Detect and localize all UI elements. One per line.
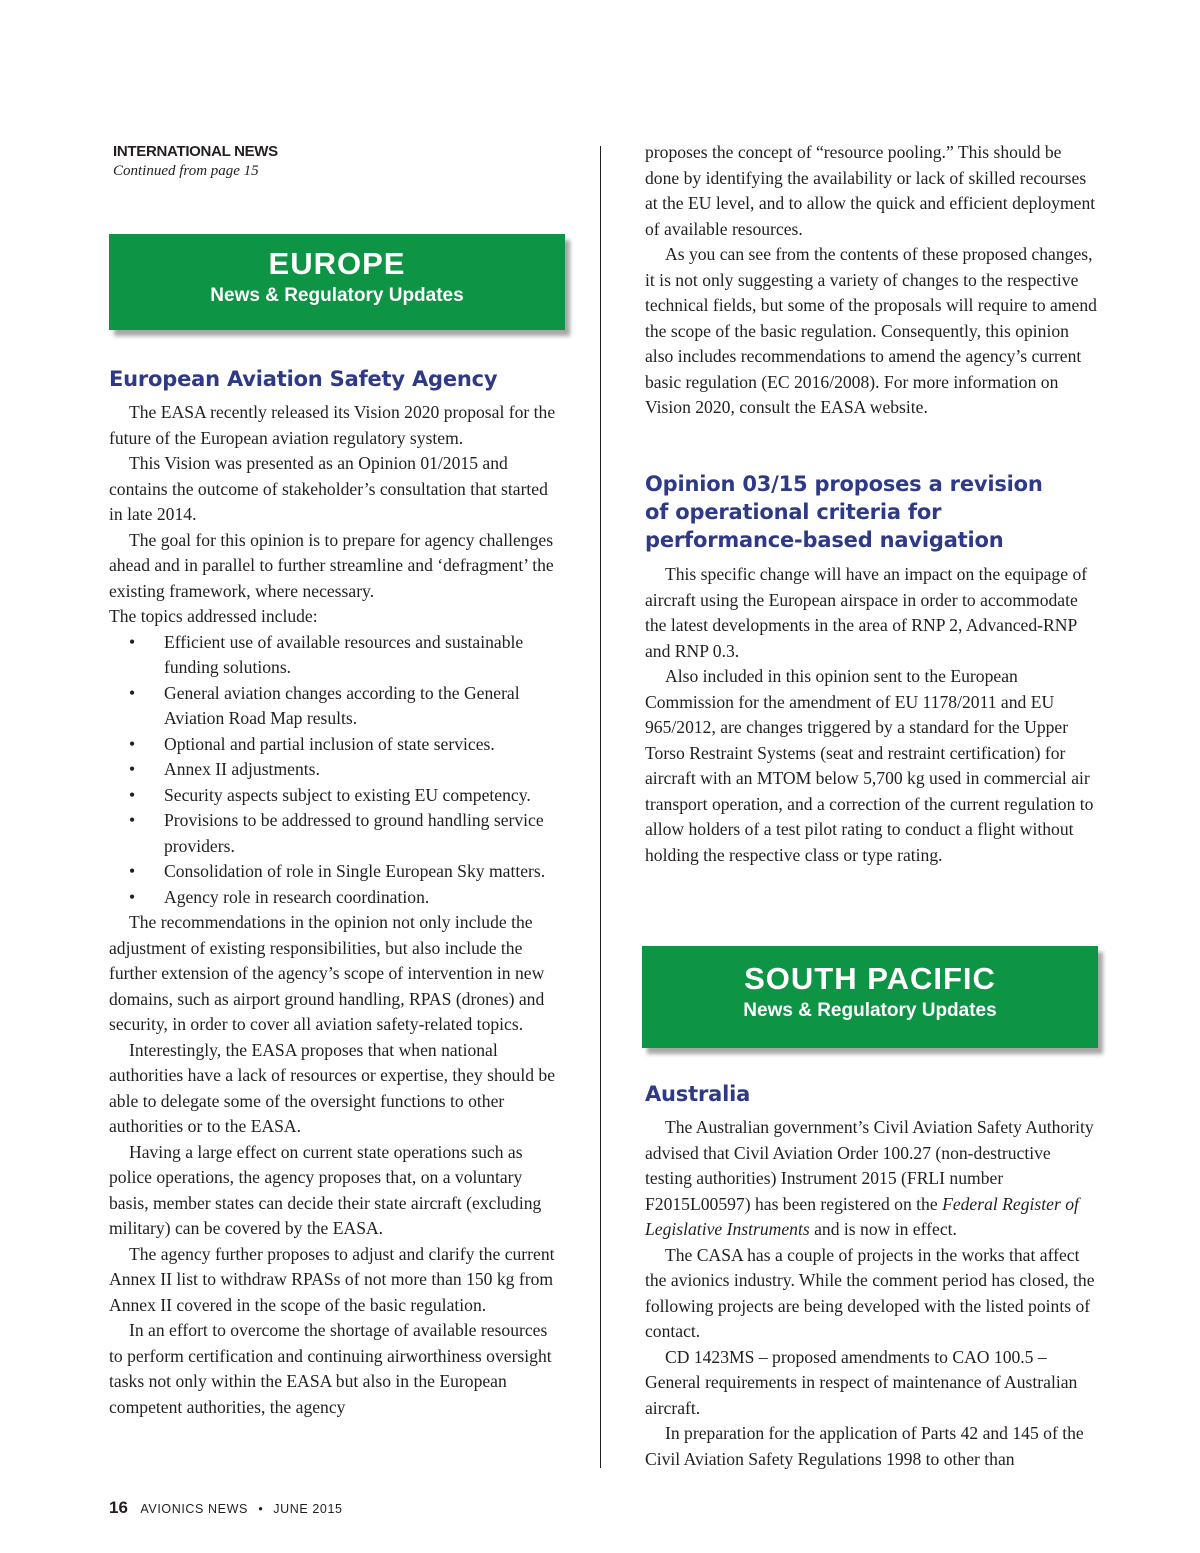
paragraph: CD 1423MS – proposed amendments to CAO 100.5 – General requirements in respect of maintenance of Australian aircraft. xyxy=(645,1346,1078,1418)
opinion-body xyxy=(645,562,1097,868)
south-pacific-banner xyxy=(642,946,1098,1048)
paragraph: The Australian government’s Civil Aviation Safety Authority advised that Civil Aviation Order 100.27 (non-destructive testing authorities) Instrument 2015 (FRLI number F2015L00597) has been registered on the Federal Register of Legislative Instruments and is now in effect. xyxy=(645,1117,1094,1239)
opinion-heading: Opinion 03/15 proposes a revision of operational criteria for performance-based navigation xyxy=(645,472,1043,552)
paragraph: Interestingly, the EASA proposes that when national authorities have a lack of resources or expertise, they should be able to delegate some of the oversight functions to other authorities or to the EASA. xyxy=(109,1039,556,1136)
banner-title: EUROPE xyxy=(268,246,406,281)
paragraph: In preparation for the application of Parts 42 and 145 of the Civil Aviation Safety Regulations 1998 to other than xyxy=(645,1423,1084,1469)
register-title: Federal Register of Legislative Instruments xyxy=(645,1193,1079,1239)
paragraph: The CASA has a couple of projects in the works that affect the avionics industry. While the comment period has closed, the following projects are being developed with the listed points of contact. xyxy=(645,1244,1095,1341)
paragraph: The recommendations in the opinion not only include the adjustment of existing responsibilities, but also include the further extension of the agency’s scope of intervention in new domains, such as airport ground handling, RPAS (drones) and security, in order to cover all aviation safety-related topics. xyxy=(109,912,545,1034)
topics-intro: The topics addressed include: xyxy=(109,606,318,626)
list-item: • Consolidation of role in Single European Sky matters. xyxy=(129,861,546,881)
banner-subtitle: News & Regulatory Updates xyxy=(743,1000,997,1021)
paragraph: In an effort to overcome the shortage of available resources to perform certification and continuing airworthiness oversight tasks not only within the EASA but also in the European competent authorities, the agency xyxy=(109,1320,552,1417)
banner-title: SOUTH PACIFIC xyxy=(744,961,996,996)
publication-name: AVIONICS NEWS xyxy=(140,1502,248,1516)
paragraph: As you can see from the contents of these proposed changes, it is not only suggesting a variety of changes to the respective technical fields, but some of the proposals will require to amend the scope of the basic regulation. Consequently, this opinion also includes recommendations to amend the agency’s current basic regulation (EC 2016/2008). For more information on Vision 2020, consult the EASA website. xyxy=(645,244,1097,417)
list-item: • Agency role in research coordination. xyxy=(129,886,430,907)
continued-note: Continued from page 15 xyxy=(113,163,259,179)
easa-continuation xyxy=(645,140,1097,421)
paragraph: proposes the concept of “resource pooling.” This should be done by identifying the availability or lack of skilled recourses at the EU level, and to allow the quick and efficient deployment of available resources. xyxy=(645,142,1096,239)
list-item: • Annex II adjustments. xyxy=(129,759,320,779)
paragraph: This Vision was presented as an Opinion 01/2015 and contains the outcome of stakeholder’s consultation that started in late 2014. xyxy=(109,453,548,524)
australia-body xyxy=(645,1115,1097,1472)
issue-date: JUNE 2015 xyxy=(273,1502,343,1516)
paragraph: The goal for this opinion is to prepare for agency challenges ahead and in parallel to further streamline and ‘defragment’ the existing framework, where necessary. xyxy=(109,529,554,601)
paragraph: Also included in this opinion sent to the European Commission for the amendment of EU 1178/2011 and EU 965/2012, are changes triggered by a standard for the Upper Torso Restraint Systems (seat and restraint certification) for aircraft with an MTOM below 5,700 kg used in commercial air transport operation, and a correction of the current regulation to allow holders of a test pilot rating to conduct a flight without holding the respective class or type rating. xyxy=(645,666,1094,865)
banner-subtitle: News & Regulatory Updates xyxy=(210,285,464,306)
topics-list xyxy=(109,630,565,911)
list-item: • Provisions to be addressed to ground handling service providers. xyxy=(129,810,544,856)
paragraph: Having a large effect on current state operations such as police operations, the agency proposes that, on a voluntary basis, member states can decide their state aircraft (excluding military) can be covered by the EASA. xyxy=(109,1141,542,1238)
footer-separator: • xyxy=(258,1502,263,1516)
list-item: • General aviation changes according to the General Aviation Road Map results. xyxy=(129,682,520,728)
paragraph: The EASA recently released its Vision 2020 proposal for the future of the European aviation regulatory system. xyxy=(109,402,556,448)
list-item: • Optional and partial inclusion of state services. xyxy=(129,733,495,754)
paragraph: The agency further proposes to adjust and clarify the current Annex II list to withdraw RPASs of not more than 150 kg from Annex II covered in the scope of the basic regulation. xyxy=(109,1243,555,1315)
paragraph: This specific change will have an impact on the equipage of aircraft using the European airspace in order to accommodate the latest developments in the area of RNP 2, Advanced-RNP and RNP 0.3. xyxy=(645,564,1088,661)
easa-heading: European Aviation Safety Agency xyxy=(109,367,498,391)
easa-body xyxy=(109,400,565,1420)
list-item: • Efficient use of available resources and sustainable funding solutions. xyxy=(129,631,524,677)
page-number: 16 xyxy=(109,1498,128,1517)
section-label: INTERNATIONAL NEWS xyxy=(113,143,278,160)
page-footer xyxy=(109,1498,343,1518)
column-divider xyxy=(600,146,601,1468)
list-item: • Security aspects subject to existing EU competency. xyxy=(129,784,531,805)
europe-banner xyxy=(109,234,565,330)
australia-heading: Australia xyxy=(645,1082,751,1106)
